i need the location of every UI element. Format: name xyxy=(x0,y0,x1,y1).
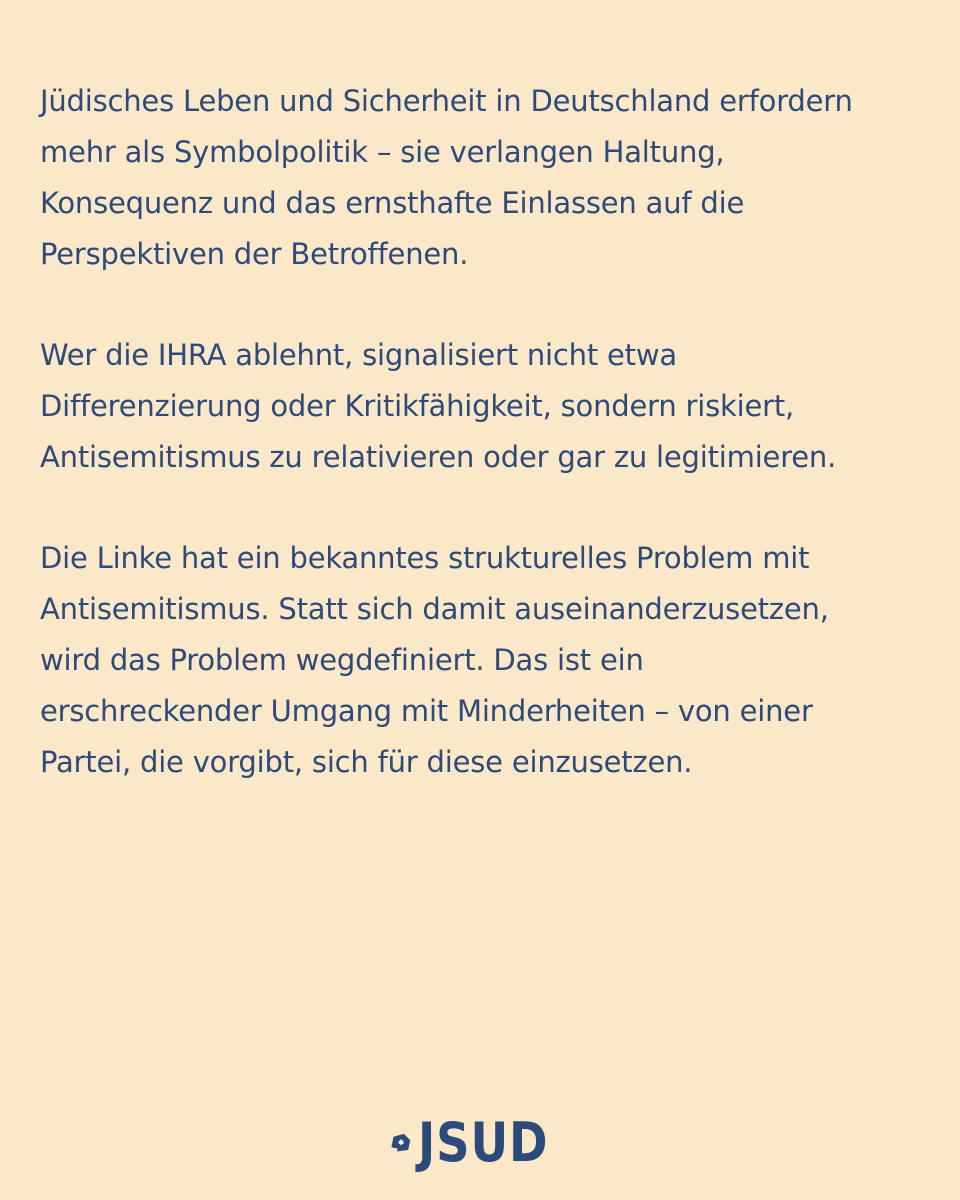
paragraph-3: Die Linke hat ein bekanntes strukturelles Problem mit Antisemitismus. Statt sich damit auseinanderzusetzen, wird das Problem wegdefiniert. Das ist ein erschreckender Umgang mit Minderheiten – von einer Partei, die vorgibt, sich für diese einzusetzen. xyxy=(40,541,829,779)
statement-text xyxy=(40,76,930,838)
speech-bubble-star-of-david-icon xyxy=(390,1111,412,1175)
paragraph-1: Jüdisches Leben und Sicherheit in Deutschland erfordern mehr als Symbolpolitik – sie verlangen Haltung, Konsequenz und das ernsthafte Einlassen auf die Perspektiven der Betroffenen. xyxy=(40,84,853,271)
logo-wordmark: JSUD xyxy=(418,1111,549,1174)
jsud-logo xyxy=(390,1110,570,1176)
paragraph-2: Wer die IHRA ablehnt, signalisiert nicht etwa Differenzierung oder Kritikfähigkeit, sondern riskiert, Antisemitismus zu relativieren oder gar zu legitimieren. xyxy=(40,338,837,474)
